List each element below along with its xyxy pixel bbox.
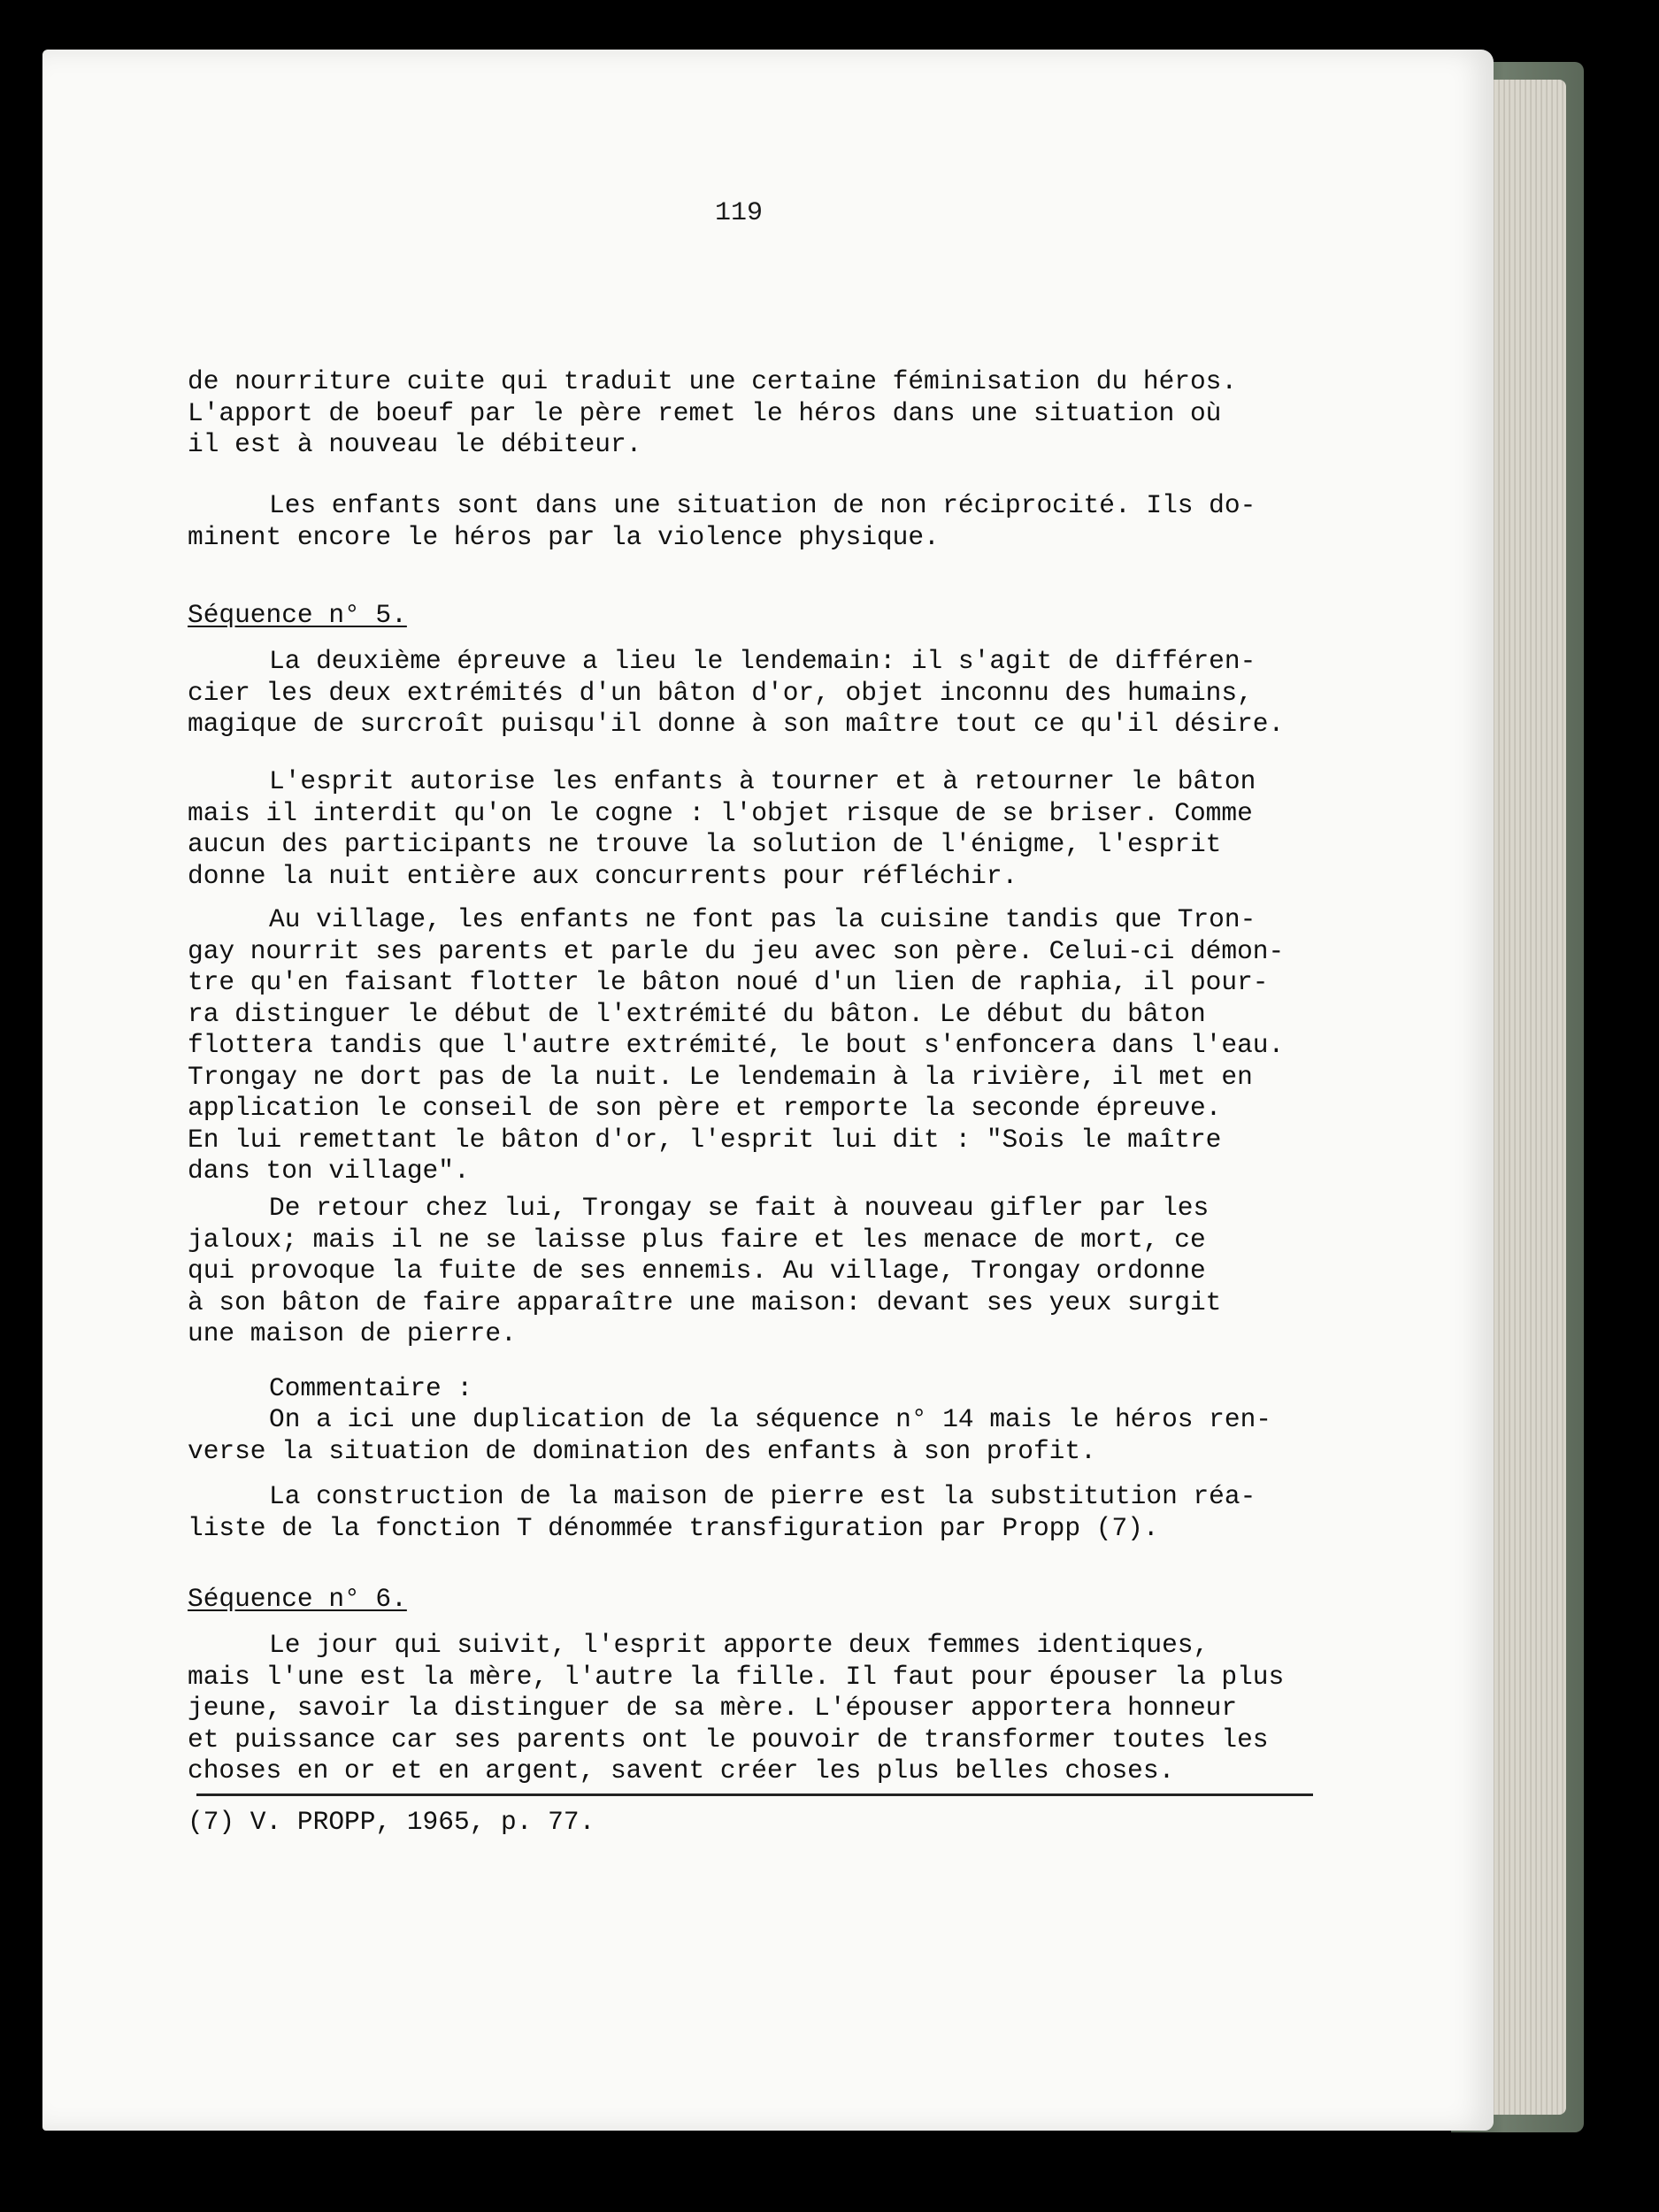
text-line: On a ici une duplication de la séquence n° 14 mais le héros ren- [269,1404,1271,1434]
text-line: tre qu'en faisant flotter le bâton noué d'un lien de raphia, il pour- [188,967,1269,997]
text-line: De retour chez lui, Trongay se fait à nouveau gifler par les [269,1193,1210,1223]
text-line: donne la nuit entière aux concurrents pour réfléchir. [188,860,1018,891]
text-line: Les enfants sont dans une situation de non réciprocité. Ils do- [269,490,1256,520]
text-line: Au village, les enfants ne font pas la cuisine tandis que Tron- [269,904,1256,934]
heading-sequence-6: Séquence n° 6. [188,1584,407,1614]
text-line: à son bâton de faire apparaître une maison: devant ses yeux surgit [188,1286,1222,1317]
text-line: ra distinguer le début de l'extrémité du bâton. Le début du bâton [188,998,1206,1029]
text-line: une maison de pierre. [188,1318,517,1348]
text-line: verse la situation de domination des enfants à son profit. [188,1435,1096,1466]
footnote-separator [196,1793,1313,1796]
text-line: Trongay ne dort pas de la nuit. Le lendemain à la rivière, il met en [188,1061,1253,1092]
text-line: cier les deux extrémités d'un bâton d'or, objet inconnu des humains, [188,677,1253,708]
text-line: L'esprit autorise les enfants à tourner et à retourner le bâton [269,766,1256,796]
text-line: mais il interdit qu'on le cogne : l'objet risque de se briser. Comme [188,797,1253,828]
text-line: dans ton village". [188,1156,470,1186]
seq5-paragraph-3 [188,904,1364,1187]
seq5-paragraph-4 [188,1193,1364,1350]
text-line: Le jour qui suivit, l'esprit apporte deux femmes identiques, [269,1630,1210,1660]
text-line: L'apport de boeuf par le père remet le héros dans une situation où [188,397,1222,428]
text-line: flottera tandis que l'autre extrémité, le bout s'enfoncera dans l'eau. [188,1030,1285,1060]
text-line: gay nourrit ses parents et parle du jeu avec son père. Celui-ci démon- [188,935,1285,966]
commentaire-paragraph-1 [188,1404,1364,1467]
commentaire-paragraph-2 [188,1481,1364,1544]
text-line: aucun des participants ne trouve la solution de l'énigme, l'esprit [188,829,1222,859]
text-line: de nourriture cuite qui traduit une certaine féminisation du héros. [188,366,1238,396]
footnote-7: (7) V. PROPP, 1965, p. 77. [188,1807,595,1837]
text-line: mais l'une est la mère, l'autre la fille. Il faut pour épouser la plus [188,1661,1285,1692]
text-line: il est à nouveau le débiteur. [188,429,642,459]
text-line: qui provoque la fuite de ses ennemis. Au village, Trongay ordonne [188,1256,1206,1286]
commentaire-label [188,1373,1364,1405]
text-line: En lui remettant le bâton d'or, l'esprit lui dit : "Sois le maître [188,1124,1222,1155]
heading-sequence-5: Séquence n° 5. [188,600,407,630]
text-line: application le conseil de son père et remporte la seconde épreuve. [188,1093,1222,1123]
paragraph-non-reciprocite [188,490,1364,553]
page-number: 119 [715,198,764,228]
text-line: et puissance car ses parents ont le pouvoir de transformer toutes les [188,1724,1269,1755]
text-line: choses en or et en argent, savent créer les plus belles choses. [188,1755,1175,1786]
text-line: La deuxième épreuve a lieu le lendemain: il s'agit de différen- [269,646,1256,676]
paragraph-continuation [188,366,1364,461]
seq5-paragraph-2 [188,766,1364,892]
text-line: magique de surcroît puisqu'il donne à son maître tout ce qu'il désire. [188,709,1285,739]
seq6-paragraph-1 [188,1630,1364,1787]
text-line: Commentaire : [269,1373,473,1403]
text-line: La construction de la maison de pierre est la substitution réa- [269,1481,1256,1511]
text-line: minent encore le héros par la violence physique. [188,521,940,552]
text-line: jeune, savoir la distinguer de sa mère. L'épouser apportera honneur [188,1693,1238,1723]
text-line: liste de la fonction T dénommée transfiguration par Propp (7). [188,1512,1159,1543]
seq5-paragraph-1 [188,646,1364,741]
text-line: jaloux; mais il ne se laisse plus faire et les menace de mort, ce [188,1224,1206,1255]
